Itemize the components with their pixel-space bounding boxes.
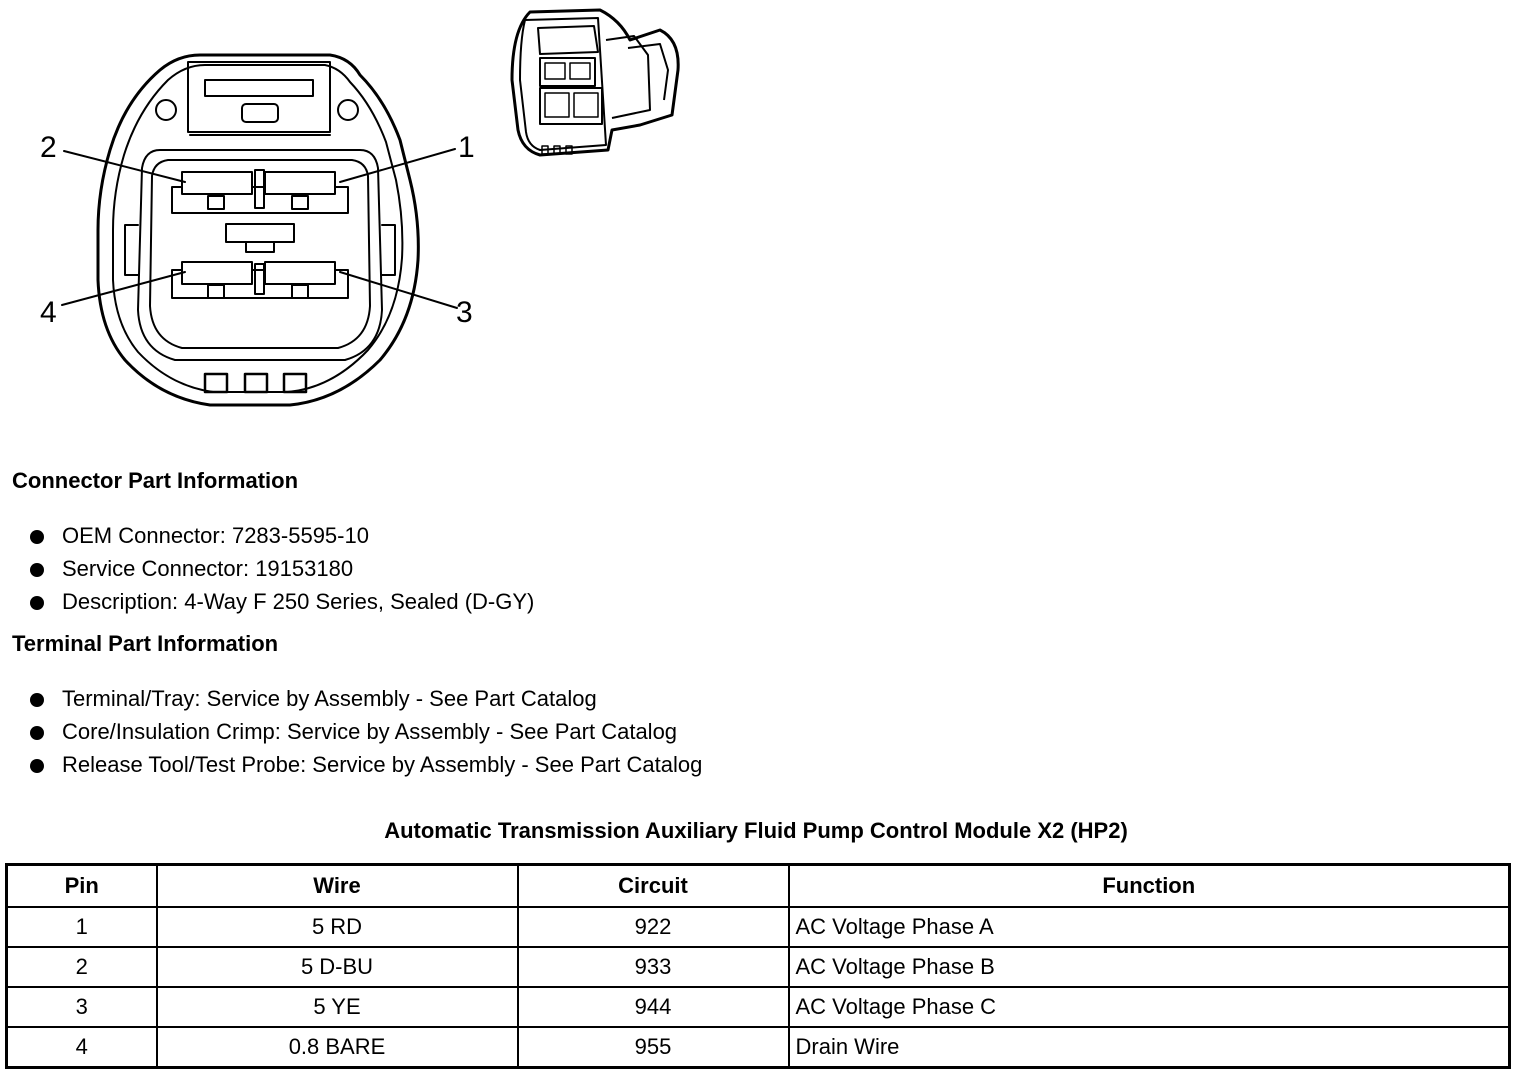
list-item: OEM Connector: 7283-5595-10 [30, 519, 534, 552]
bullet-icon [30, 563, 44, 577]
column-header-pin: Pin [7, 865, 157, 908]
pin-cell: 2 [7, 947, 157, 987]
table-row [7, 907, 1510, 947]
function-cell: AC Voltage Phase B [789, 947, 1510, 987]
terminal-info-list [30, 682, 702, 781]
column-header-function: Function [789, 865, 1510, 908]
bullet-icon [30, 596, 44, 610]
table-row [7, 987, 1510, 1027]
list-item: Release Tool/Test Probe: Service by Assembly - See Part Catalog [30, 748, 702, 781]
table-title: Automatic Transmission Auxiliary Fluid Pump Control Module X2 (HP2) [384, 818, 1128, 843]
pin-cell: 3 [7, 987, 157, 1027]
list-item: Description: 4-Way F 250 Series, Sealed (D-GY) [30, 585, 534, 618]
pin-callout-1: 1 [458, 131, 475, 164]
bullet-icon [30, 759, 44, 773]
function-cell: AC Voltage Phase A [789, 907, 1510, 947]
circuit-cell: 955 [518, 1027, 789, 1068]
pin-cell: 1 [7, 907, 157, 947]
list-item: Core/Insulation Crimp: Service by Assembly - See Part Catalog [30, 715, 702, 748]
column-header-wire: Wire [157, 865, 518, 908]
bullet-icon [30, 726, 44, 740]
connector-info-list [30, 519, 534, 618]
bullet-icon [30, 693, 44, 707]
list-item: Terminal/Tray: Service by Assembly - See Part Catalog [30, 682, 702, 715]
pin-callout-4: 4 [40, 296, 57, 329]
connector-perspective-view [512, 10, 678, 155]
circuit-cell: 944 [518, 987, 789, 1027]
list-item: Service Connector: 19153180 [30, 552, 534, 585]
connector-diagram [0, 0, 700, 430]
pin-callout-3: 3 [456, 296, 473, 329]
terminal-info-heading: Terminal Part Information [12, 631, 279, 656]
pinout-table [5, 863, 1511, 1069]
wire-cell: 5 YE [157, 987, 518, 1027]
wire-cell: 0.8 BARE [157, 1027, 518, 1068]
circuit-cell: 933 [518, 947, 789, 987]
function-cell: Drain Wire [789, 1027, 1510, 1068]
circuit-cell: 922 [518, 907, 789, 947]
pin-callout-2: 2 [40, 131, 57, 164]
table-row [7, 1027, 1510, 1068]
pin-cell: 4 [7, 1027, 157, 1068]
function-cell: AC Voltage Phase C [789, 987, 1510, 1027]
table-header-row [7, 865, 1510, 908]
terminal-cavity-wall [138, 150, 382, 360]
column-header-circuit: Circuit [518, 865, 789, 908]
table-row [7, 947, 1510, 987]
connector-info-heading: Connector Part Information [12, 468, 299, 493]
wire-cell: 5 D-BU [157, 947, 518, 987]
wire-cell: 5 RD [157, 907, 518, 947]
bullet-icon [30, 530, 44, 544]
